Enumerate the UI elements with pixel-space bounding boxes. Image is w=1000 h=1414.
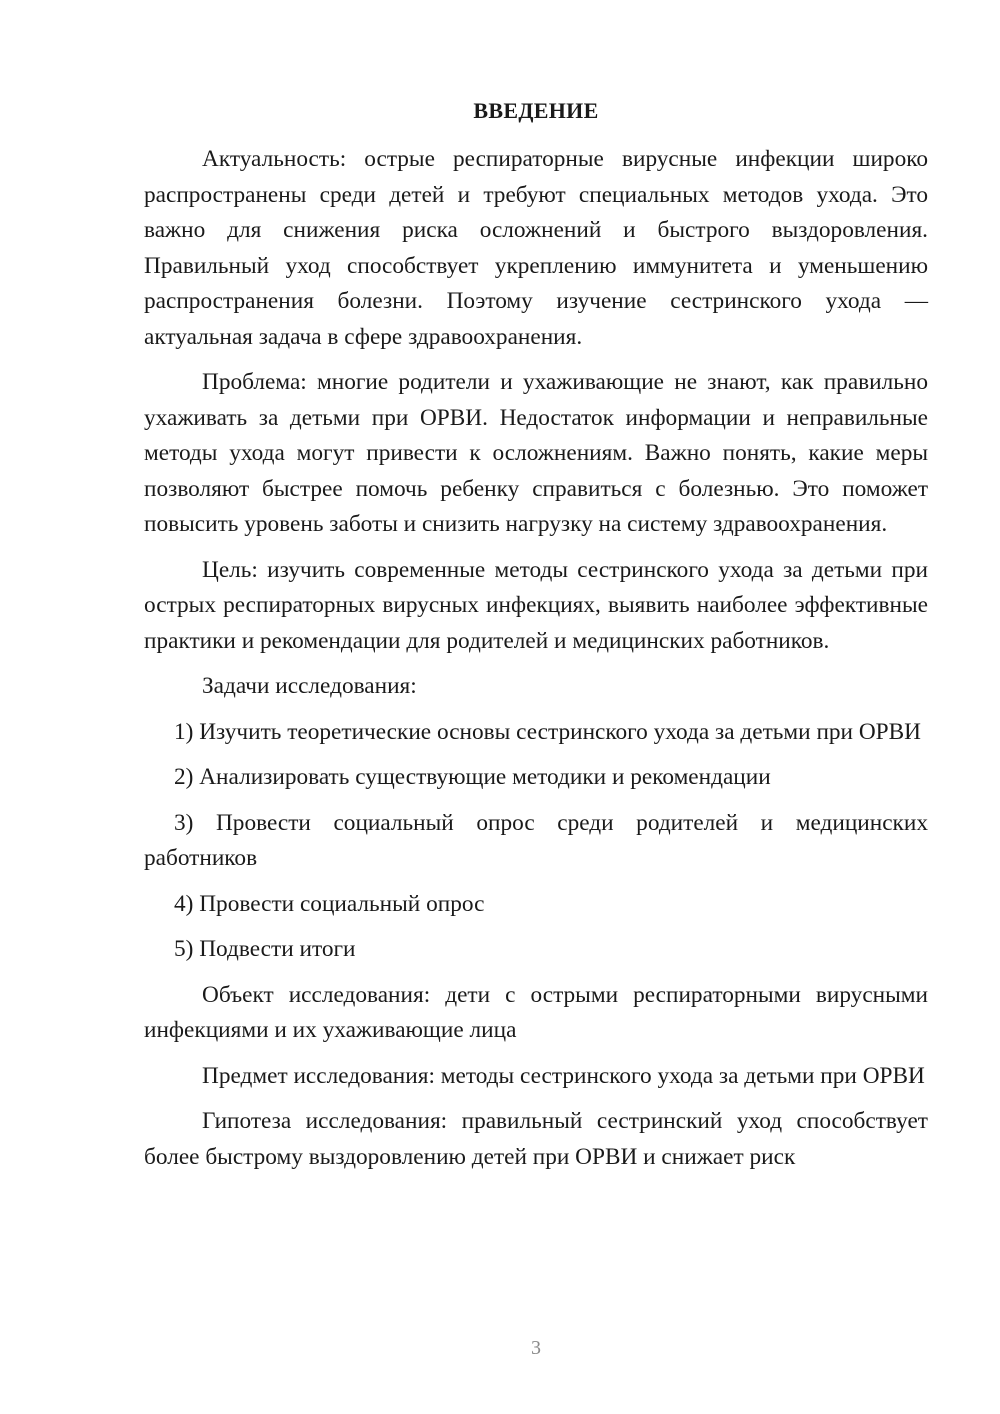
hypothesis-paragraph: Гипотеза исследования: правильный сестринский уход способствует более быстрому выздоровлению детей при ОРВИ и снижает риск <box>144 1108 928 1170</box>
subject-paragraph: Предмет исследования: методы сестринского ухода за детьми при ОРВИ <box>202 1062 925 1089</box>
page-title: ВВЕДЕНИЕ <box>473 98 599 123</box>
task-item: 5) Подвести итоги <box>174 936 356 962</box>
task-item: 1) Изучить теоретические основы сестринского ухода за детьми при ОРВИ <box>174 718 921 745</box>
task-item: 2) Анализировать существующие методики и рекомендации <box>174 764 771 790</box>
object-paragraph: Объект исследования: дети с острыми респираторными вирусными инфекциями и их ухаживающие лица <box>144 981 928 1043</box>
problem-paragraph: Проблема: многие родители и ухаживающие не знают, как правильно ухаживать за детьми при ОРВИ. Недостаток информации и неправильные методы ухода могут привести к осложнениям. Важно понять, какие меры позволяют быстрее помочь ребенку справиться с болезнью. Это поможет повысить уровень заботы и снизить нагрузку на систему здравоохранения. <box>144 369 928 537</box>
goal-paragraph: Цель: изучить современные методы сестринского ухода за детьми при острых респираторных вирусных инфекциях, выявить наиболее эффективные практики и рекомендации для родителей и медицинских работников. <box>144 556 928 654</box>
document-body <box>144 142 928 1175</box>
relevance-paragraph: Актуальность: острые респираторные вирусные инфекции широко распространены среди детей и требуют специальных методов ухода. Это важно для снижения риска осложнений и быстрого выздоровления. Правильный уход способствует укреплению иммунитета и уменьшению распространения болезни. Поэтому изучение сестринского ухода — актуальная задача в сфере здравоохранения. <box>144 146 928 350</box>
task-item: 4) Провести социальный опрос <box>174 890 485 917</box>
tasks-heading: Задачи исследования: <box>202 673 417 699</box>
page-number: 3 <box>531 1337 541 1359</box>
task-item: 3) Провести социальный опрос среди родителей и медицинских работников <box>144 809 928 871</box>
